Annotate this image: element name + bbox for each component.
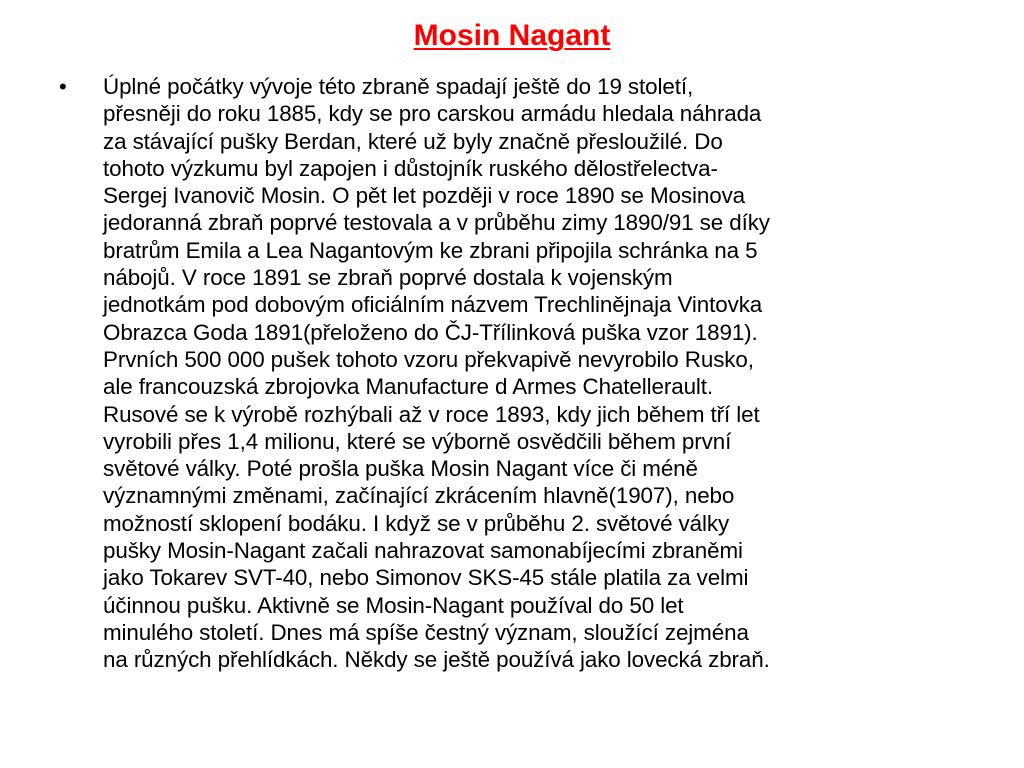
body-line: významnými změnami, začínající zkrácením hlavně(1907), nebo [103,483,735,509]
body-line: nábojů. V roce 1891 se zbraň poprvé dostala k vojenským [103,265,673,291]
body-line: účinnou pušku. Aktivně se Mosin-Nagant používal do 50 let [103,592,684,618]
body-line: tohoto výzkumu byl zapojen i důstojník ruského dělostřelectva- [103,155,718,181]
body-line: přesněji do roku 1885, kdy se pro carskou armádu hledala náhrada [103,101,762,127]
body-line: minulého století. Dnes má spíše čestný význam, sloužící zejména [103,619,749,645]
body-line: Prvních 500 000 pušek tohoto vzoru překvapivě nevyrobilo Rusko, [103,346,754,372]
body-line: jednotkám pod dobovým oficiálním názvem Trechlinějnaja Vintovka [103,292,763,318]
bullet-icon: • [59,74,67,99]
body-line: za stávající pušky Berdan, které už byly značně přesloužilé. Do [103,128,723,154]
bullet-item [57,73,967,674]
body-line: Úplné počátky vývoje této zbraně spadají ještě do 19 století, [103,74,694,99]
body-line: bratrům Emila a Lea Nagantovým ke zbrani připojila schránka na 5 [103,237,758,263]
slide-title: Mosin Nagant [413,19,611,52]
body-line: Rusové se k výrobě rozhýbali až v roce 1893, kdy jich během tří let [103,401,760,427]
body-line: možností sklopení bodáku. I když se v průběhu 2. světové války [103,510,730,536]
body-line: ale francouzská zbrojovka Manufacture d Armes Chatellerault. [103,374,714,400]
body-line: na různých přehlídkách. Někdy se ještě používá jako lovecká zbraň. [103,647,770,673]
body-line: pušky Mosin-Nagant začali nahrazovat samonabíjecími zbraněmi [103,538,743,564]
body-line: Obrazca Goda 1891(přeloženo do ČJ-Třílinková puška vzor 1891). [103,319,758,345]
body-line: jedoranná zbraň poprvé testovala a v průběhu zimy 1890/91 se díky [103,210,770,236]
body-line: Sergej Ivanovič Mosin. O pět let později v roce 1890 se Mosinova [103,183,746,209]
body-line: jako Tokarev SVT-40, nebo Simonov SKS-45 stále platila za velmi [103,565,749,591]
slide-content [57,73,967,674]
body-line: vyrobili přes 1,4 milionu, které se výborně osvědčili během první [103,428,732,454]
body-line: světové války. Poté prošla puška Mosin Nagant více či méně [103,456,698,482]
